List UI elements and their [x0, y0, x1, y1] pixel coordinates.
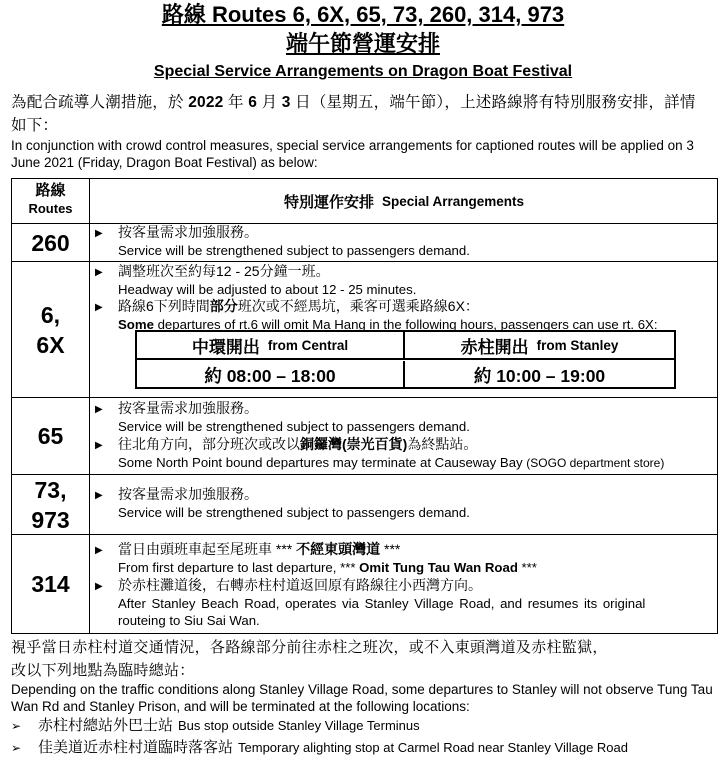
list-item: Service will be strengthened subject to passengers demand.: [118, 243, 470, 258]
header-arrangements-en: Special Arrangements: [381, 193, 525, 209]
list-item: ▶ 路線6下列時間部分班次或不經馬坑，乘客可選乘路線6X：: [95, 298, 479, 314]
temporary-terminus-2: ➢ 佳美道近赤柱村道臨時落客站 Temporary alighting stop at Carmel Road near Stanley Village Road: [11, 739, 628, 756]
bullet-icon: ▶: [95, 302, 103, 313]
bullet-icon: ▶: [95, 581, 103, 592]
title-routes: 路線 Routes 6, 6X, 65, 73, 260, 314, 973: [161, 2, 565, 27]
list-item: ▶ 按客量需求加強服務。: [95, 400, 258, 416]
bullet-icon: ▶: [95, 404, 103, 415]
intro-en: In conjunction with crowd control measures, special service arrangements for captioned routes will be applied on 3 June 2021 (Friday, Dragon Boat Festival) as below:: [11, 138, 694, 170]
route-number: 6, 6X: [12, 262, 90, 397]
row-content: [91, 224, 717, 261]
title-festival-en: Special Service Arrangements on Dragon Boat Festival: [153, 63, 573, 80]
table-row-73-973: [12, 474, 717, 534]
title-festival-zh: 端午節營運安排: [285, 31, 440, 56]
footer-note-zh: 視乎當日赤柱村道交通情況，各路線部分前往赤柱之班次，或不入東頭灣道及赤柱監獄， 改以下列地點為臨時總站：: [11, 639, 608, 679]
bullet-icon: ▶: [95, 228, 103, 239]
row-content: [91, 475, 717, 534]
table-row-65: [12, 397, 717, 474]
schedule-header-central: 中環開出 from Central: [137, 332, 405, 360]
arrow-bullet-icon: ➢: [11, 719, 22, 733]
list-item: Service will be strengthened subject to passengers demand.: [118, 419, 470, 434]
intro-year: 2022: [188, 94, 224, 111]
header-routes: [12, 179, 90, 223]
route-number: 260: [12, 224, 90, 261]
list-item: From first departure to last departure, *** Omit Tung Tau Wan Road ***: [118, 560, 537, 575]
schedule-header-stanley: 赤柱開出 from Stanley: [405, 332, 674, 360]
header-routes-zh: 路線: [35, 182, 66, 199]
list-item: Headway will be adjusted to about 12 - 25 minutes.: [118, 282, 417, 297]
row-content: [91, 398, 717, 474]
list-item: Service will be strengthened subject to passengers demand.: [118, 505, 470, 520]
omit-ma-hang-schedule: [135, 330, 676, 389]
list-item: Some North Point bound departures may terminate at Causeway Bay (SOGO department store): [118, 455, 665, 470]
list-item: routeing to Siu Sai Wan.: [118, 613, 260, 628]
header-arrangements-zh: 特別運作安排: [283, 193, 374, 211]
table-row-6-6x: [12, 261, 717, 397]
table-header-row: [12, 179, 717, 223]
list-item: ▶ 調整班次至約每12 - 25分鐘一班。: [95, 263, 330, 279]
schedule-time-central: 約 08:00 – 18:00: [137, 361, 405, 389]
bullet-icon: ▶: [95, 440, 103, 451]
intro-month: 6: [248, 94, 258, 111]
header-routes-en: Routes: [28, 201, 73, 216]
intro-zh: 為配合疏導人潮措施，於 2022 年 6 月 3 日（星期五，端午節），上述路線將有特別服務安排，詳情如下：: [11, 94, 696, 134]
footer-note-en: Depending on the traffic conditions along Stanley Village Road, some departures to Stanley will not observe Tung Tau Wan Rd and Stanley Prison, and will be terminated at the following locations:: [11, 682, 713, 714]
bullet-icon: ▶: [95, 267, 103, 278]
temporary-terminus-1: ➢ 赤柱村總站外巴士站 Bus stop outside Stanley Village Terminus: [11, 717, 420, 734]
bullet-icon: ▶: [95, 545, 103, 556]
row-content: [91, 535, 717, 633]
bullet-icon: ▶: [95, 490, 103, 501]
intro-day: 3: [281, 94, 291, 111]
route-number: 73, 973: [12, 475, 90, 534]
route-number: 314: [12, 535, 90, 633]
arrangements-table: [11, 178, 718, 634]
list-item: ▶ 按客量需求加強服務。: [95, 486, 258, 502]
route-number: 65: [12, 398, 90, 474]
row-content: [91, 262, 717, 397]
table-row-260: [12, 223, 717, 261]
table-row-314: [12, 534, 717, 633]
list-item: ▶ 當日由頭班車起至尾班車 *** 不經東頭灣道 ***: [95, 541, 401, 557]
list-item: Some departures of rt.6 will omit Ma Hang in the following hours, passengers can use rt. 6X:: [118, 317, 658, 332]
schedule-time-stanley: 約 10:00 – 19:00: [473, 365, 606, 386]
list-item: ▶ 往北角方向，部分班次或改以銅鑼灣(崇光百貨)為終點站。: [95, 436, 478, 452]
list-item: ▶ 於赤柱灘道後，右轉赤柱村道返回原有路線往小西灣方向。: [95, 577, 482, 593]
list-item: After Stanley Beach Road, operates via Stanley Village Road, and resumes its original: [118, 596, 646, 611]
header-arrangements: [91, 179, 717, 223]
arrow-bullet-icon: ➢: [11, 741, 22, 755]
list-item: ▶ 按客量需求加強服務。: [95, 224, 258, 240]
